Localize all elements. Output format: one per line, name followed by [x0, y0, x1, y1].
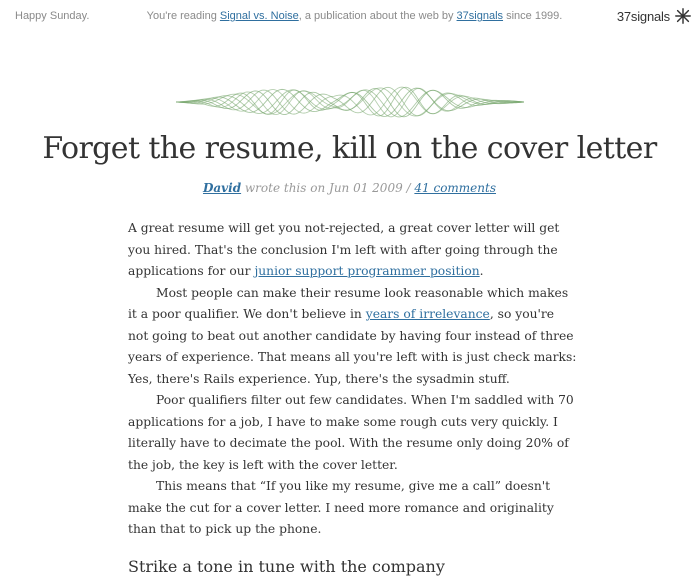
author-link[interactable]: David	[202, 181, 242, 195]
brand-name: 37signals	[616, 8, 670, 24]
comments-link[interactable]: 41 comments	[414, 181, 496, 195]
top-bar	[0, 0, 699, 34]
37signals-link[interactable]: 37signals	[456, 10, 504, 22]
section-heading: Strike a tone in tune with the company	[128, 557, 445, 576]
article-body	[128, 218, 578, 541]
paragraph-4: This means that “If you like my resume, give me a call” doesn't make the cut for a cover letter. I need more romance and originality than that to pick up the phone.	[128, 479, 554, 536]
decorative-wave-icon	[176, 82, 524, 122]
junior-support-position-link[interactable]: junior support programmer position	[254, 264, 480, 278]
site-tagline: You're reading Signal vs. Noise, a publication about the web by 37signals since 1999.	[146, 10, 563, 22]
paragraph-2: Most people can make their resume look reasonable which makes it a poor qualifier. We don't believe in years of irrelevance, so you're not going to beat out another candidate by having four instead of three years of experience. That means all you're left with is just check marks: Yes, there's Rails experience. Yup, there's the sysadmin stuff.	[128, 285, 577, 386]
37signals-logo-icon	[674, 7, 692, 25]
paragraph-1: A great resume will get you not-rejected, a great cover letter will get you hired. That's the conclusion I'm left with after going through the applications for our junior support programmer position.	[128, 221, 560, 278]
37signals-brand-link[interactable]	[617, 7, 692, 25]
greeting-text: Happy Sunday.	[15, 10, 90, 22]
signal-vs-noise-link[interactable]: Signal vs. Noise	[219, 10, 299, 22]
years-of-irrelevance-link[interactable]: years of irrelevance	[365, 307, 490, 321]
paragraph-3: Poor qualifiers filter out few candidates. When I'm saddled with 70 applications for a job, I have to make some rough cuts very quickly. I literally have to decimate the pool. With the resume only doing 20% of the job, the key is left with the cover letter.	[128, 393, 574, 472]
post-title: Forget the resume, kill on the cover letter	[42, 131, 657, 166]
post-byline: David wrote this on Jun 01 2009 / 41 comments	[202, 181, 496, 195]
